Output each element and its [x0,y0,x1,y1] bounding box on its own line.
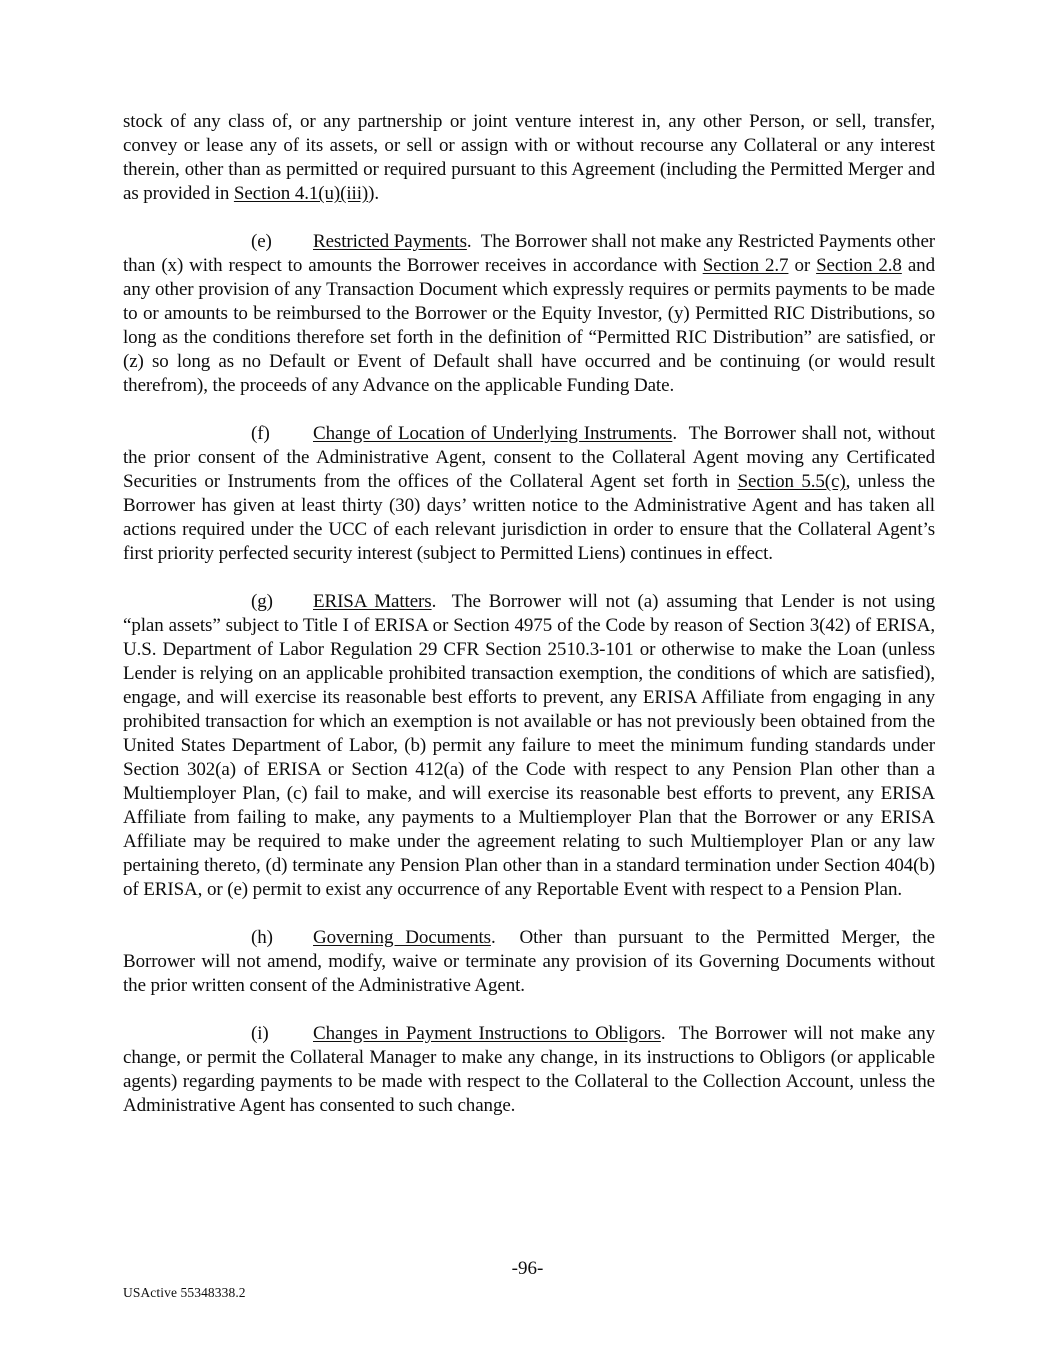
clause-heading: Restricted Payments [313,231,467,252]
clause-heading: Governing Documents [313,927,491,948]
paragraph-letter: (f) [251,423,270,444]
section-reference: Section 2.7 [702,255,789,276]
footer-doc-id: USActive 55348338.2 [123,1285,246,1300]
body-text: . Other than pursuant to the Permitted Merger, the Borrower will not amend, modify, waive or terminate any provision of its Governing Documents without the prior written consent of the Administrative Agent. [123,927,935,996]
page-body [123,110,935,1142]
section-reference: Section 4.1(u)(iii) [233,183,369,204]
paragraph-f-change-of-location [123,422,935,566]
body-text: and any other provision of any Transaction Document which expressly requires or permits payments to be made to or amounts to be reimbursed to the Borrower or the Equity Investor, (y) Permitted RIC Distributions, so long as the conditions therefore set forth in the definition of “Permitted RIC Distribution” are satisfied, or (z) so long as no Default or Event of Default shall have occurred and be continuing (or would result therefrom), the proceeds of any Advance on the applicable Funding Date. [123,255,935,396]
paragraph-i-changes-in-payment-instructions [123,1022,935,1118]
paragraph-continuation [123,110,935,206]
page-number: -96- [511,1258,544,1279]
paragraph-h-governing-documents [123,926,935,998]
paragraph-letter: (i) [251,1023,269,1044]
section-reference: Section 2.8 [816,255,902,276]
body-text: , unless the Borrower has given at least thirty (30) days’ written notice to the Administrative Agent and has taken all actions required under the UCC of each relevant jurisdiction in order to ensure that the Collateral Agent’s first priority perfected security interest (subject to Permitted Liens) continues in effect. [123,471,936,564]
body-text: ). [368,183,380,204]
clause-heading: ERISA Matters [313,591,432,612]
section-reference: Section 5.5(c) [737,471,846,492]
body-text: . The Borrower will not make any change, or permit the Collateral Manager to make any change, in its instructions to Obligors (or applicable agents) regarding payments to be made with respect to the Collateral to the Collection Account, unless the Administrative Agent has consented to such change. [123,1023,935,1116]
body-text: . The Borrower shall not, without the prior consent of the Administrative Agent, consent to the Collateral Agent moving any Certificated Securities or Instruments from the offices of the Collateral Agent set forth in [123,423,936,492]
body-text: or [788,255,817,276]
paragraph-letter: (h) [251,927,273,948]
body-text: . The Borrower will not (a) assuming that Lender is not using “plan assets” subject to Title I of ERISA or Section 4975 of the Code by reason of Section 3(42) of ERISA, U.S. Department of Labor Regulation 29 CFR Section 2510.3-101 or otherwise to make the Loan (unless Lender is relying on an applicable prohibited transaction exemption, the conditions of which are satisfied), engage, and will exercise its reasonable best efforts to prevent, any ERISA Affiliate from engaging in any prohibited transaction for which an exemption is not available or has not previously been obtained from the United States Department of Labor, (b) permit any failure to meet the minimum funding standards under Section 302(a) of ERISA or Section 412(a) of the Code with respect to any Pension Plan other than a Multiemployer Plan, (c) fail to make, and will exercise its reasonable best efforts to prevent, any ERISA Affiliate from failing to make, any payments to a Multiemployer Plan that the Borrower or any ERISA Affiliate may be required to make under the agreement relating to such Multiemployer Plan or any law pertaining thereto, (d) terminate any Pension Plan other than in a standard termination under Section 404(b) of ERISA, or (e) permit to exist any occurrence of any Reportable Event with respect to a Pension Plan. [123,591,935,900]
clause-heading: Change of Location of Underlying Instruments [313,423,673,444]
paragraph-g-erisa-matters [123,590,935,902]
paragraph-e-restricted-payments [123,230,935,398]
body-text: stock of any class of, or any partnership or joint venture interest in, any other Person, or sell, transfer, convey or lease any of its assets, or sell or assign with or without recourse any Collateral or any interest therein, other than as permitted or required pursuant to this Agreement (including the Permitted Merger and as provided in [123,111,935,204]
body-text: . The Borrower shall not make any Restricted Payments other than (x) with respect to amounts the Borrower receives in accordance with [123,231,936,276]
clause-heading: Changes in Payment Instructions to Obligors [313,1023,661,1044]
paragraph-letter: (e) [251,231,272,252]
paragraph-letter: (g) [251,591,273,612]
